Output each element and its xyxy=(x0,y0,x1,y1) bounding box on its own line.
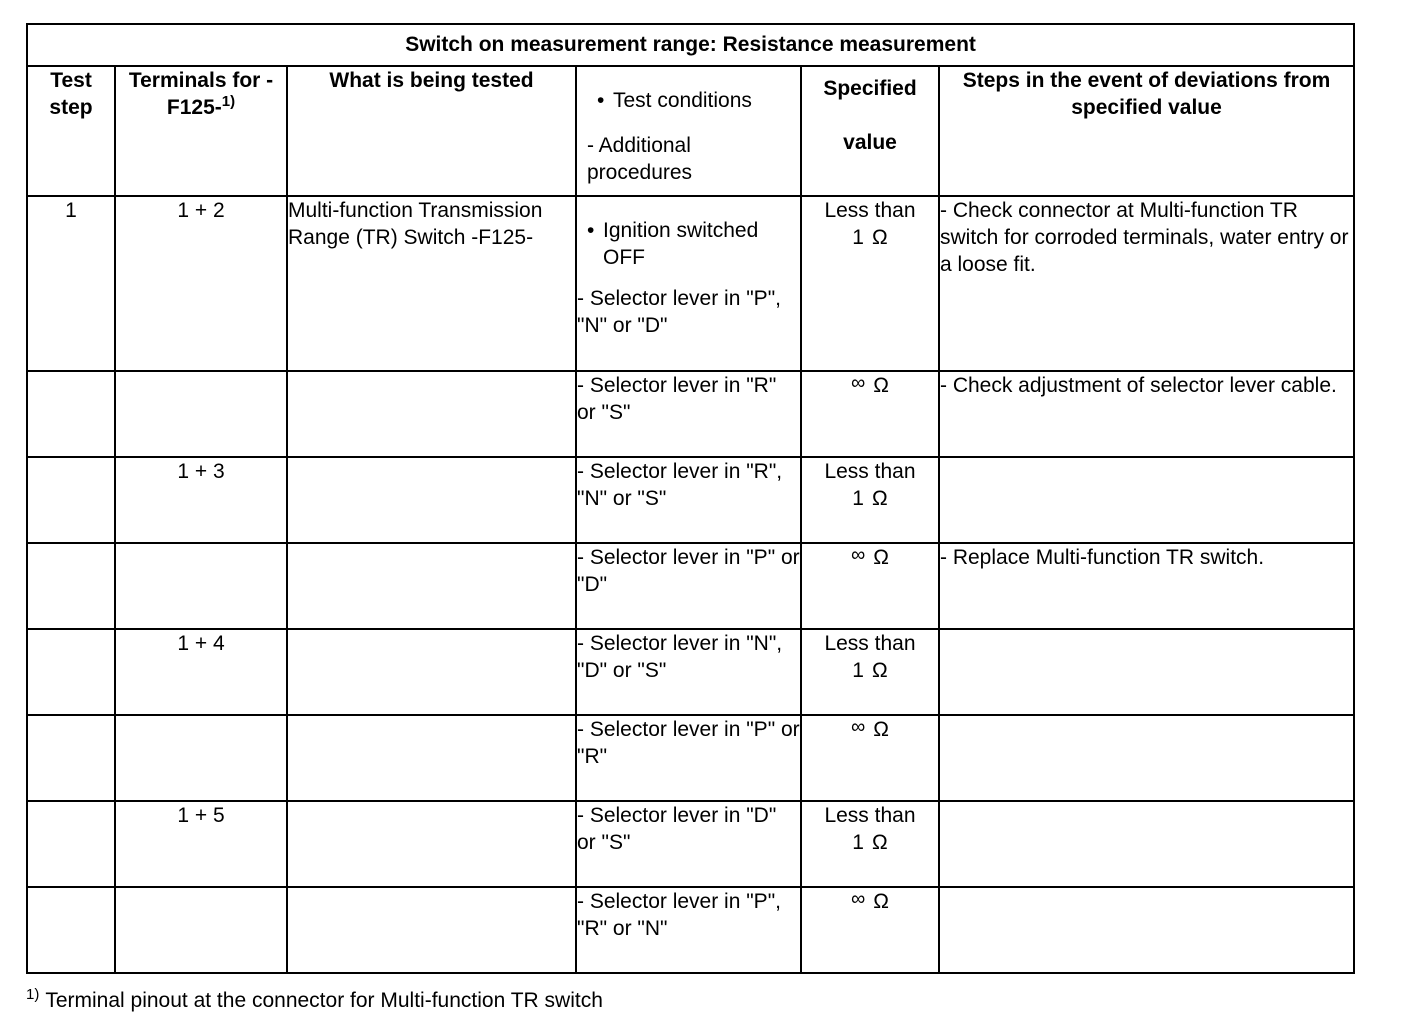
cell-conditions: - Selector lever in "P" or "R" xyxy=(576,715,801,801)
table-row xyxy=(27,629,1354,715)
header-deviation-steps: Steps in the event of deviations from specified value xyxy=(939,66,1354,196)
value-text: Less than xyxy=(824,632,916,655)
condition-procedure: - Selector lever in "P", "N" or "D" xyxy=(577,287,781,337)
value-text: Less than xyxy=(824,460,916,483)
cell-test-step xyxy=(27,457,115,543)
table-row xyxy=(27,801,1354,887)
cell-deviation-steps xyxy=(939,457,1354,543)
cell-what-tested xyxy=(287,457,576,543)
cell-terminals xyxy=(115,543,287,629)
cell-test-step xyxy=(27,629,115,715)
cell-deviation-steps xyxy=(939,887,1354,973)
value-unit: Ω xyxy=(873,374,889,397)
footnote-marker: 1) xyxy=(26,986,40,1003)
bullet-icon: • xyxy=(597,89,605,112)
header-terminals xyxy=(115,66,287,196)
cell-what-tested xyxy=(287,801,576,887)
cell-deviation-steps: - Replace Multi-function TR switch. xyxy=(939,543,1354,629)
value-number: ∞ xyxy=(851,716,866,738)
value-number: 1 xyxy=(852,831,864,854)
header-specified-line2: value xyxy=(843,131,897,154)
value-unit: Ω xyxy=(873,718,889,741)
cell-test-step xyxy=(27,371,115,457)
cell-test-step xyxy=(27,887,115,973)
value-unit: Ω xyxy=(873,546,889,569)
header-specified-value xyxy=(801,66,939,196)
cell-test-step xyxy=(27,801,115,887)
cell-terminals xyxy=(115,715,287,801)
cell-specified-value xyxy=(801,887,939,973)
cell-specified-value xyxy=(801,715,939,801)
cell-conditions: - Selector lever in "N", "D" or "S" xyxy=(576,629,801,715)
cell-conditions xyxy=(576,196,801,371)
cell-terminals xyxy=(115,887,287,973)
header-terminals-footnote-marker: 1) xyxy=(221,93,236,110)
cell-conditions: - Selector lever in "D" or "S" xyxy=(576,801,801,887)
table-row xyxy=(27,371,1354,457)
table-title: Switch on measurement range: Resistance measurement xyxy=(27,24,1354,66)
resistance-measurement-table xyxy=(26,23,1355,974)
cell-deviation-steps xyxy=(939,715,1354,801)
cell-specified-value xyxy=(801,196,939,371)
cell-conditions: - Selector lever in "P" or "D" xyxy=(576,543,801,629)
table-header-row xyxy=(27,66,1354,196)
cell-specified-value xyxy=(801,543,939,629)
value-unit: Ω xyxy=(871,659,888,682)
table-row xyxy=(27,457,1354,543)
value-unit: Ω xyxy=(871,831,888,854)
value-text: Less than xyxy=(824,199,916,222)
value-unit: Ω xyxy=(871,487,888,510)
cell-what-tested xyxy=(287,715,576,801)
value-number: 1 xyxy=(852,487,864,510)
condition-bullet-text: Ignition switched OFF xyxy=(603,219,759,269)
cell-conditions: - Selector lever in "P", "R" or "N" xyxy=(576,887,801,973)
cell-deviation-steps: - Check adjustment of selector lever cable. xyxy=(939,371,1354,457)
cell-specified-value xyxy=(801,371,939,457)
header-what-tested: What is being tested xyxy=(287,66,576,196)
cell-terminals: 1 + 4 xyxy=(115,629,287,715)
table-title-row xyxy=(27,24,1354,66)
cell-specified-value xyxy=(801,457,939,543)
cell-conditions: - Selector lever in "R", "N" or "S" xyxy=(576,457,801,543)
table-row xyxy=(27,887,1354,973)
value-number: 1 xyxy=(852,659,864,682)
cell-test-step xyxy=(27,715,115,801)
cell-deviation-steps xyxy=(939,801,1354,887)
cell-deviation-steps xyxy=(939,629,1354,715)
cell-what-tested xyxy=(287,887,576,973)
cell-test-step xyxy=(27,543,115,629)
cell-what-tested xyxy=(287,629,576,715)
cell-conditions: - Selector lever in "R" or "S" xyxy=(576,371,801,457)
value-unit: Ω xyxy=(871,226,888,249)
footnote-text: Terminal pinout at the connector for Multi-function TR switch xyxy=(45,989,603,1012)
bullet-icon: • xyxy=(587,219,595,242)
cell-deviation-steps: - Check connector at Multi-function TR switch for corroded terminals, water entry or a loose fit. xyxy=(939,196,1354,371)
header-conditions xyxy=(576,66,801,196)
header-additional-procedures: - Additional procedures xyxy=(587,134,693,184)
cell-what-tested xyxy=(287,371,576,457)
cell-test-step: 1 xyxy=(27,196,115,371)
value-number: ∞ xyxy=(851,544,866,566)
condition-bullet xyxy=(577,217,800,271)
value-number: 1 xyxy=(852,226,864,249)
cell-terminals: 1 + 2 xyxy=(115,196,287,371)
table-row xyxy=(27,543,1354,629)
value-number: ∞ xyxy=(851,372,866,394)
value-text: Less than xyxy=(824,804,916,827)
cell-what-tested xyxy=(287,543,576,629)
table-row xyxy=(27,715,1354,801)
cell-specified-value xyxy=(801,629,939,715)
header-conditions-bullet xyxy=(587,87,794,114)
footnote xyxy=(26,986,603,1016)
cell-terminals xyxy=(115,371,287,457)
table-row xyxy=(27,196,1354,371)
header-test-step: Test step xyxy=(27,66,115,196)
value-number: ∞ xyxy=(851,888,866,910)
cell-terminals: 1 + 5 xyxy=(115,801,287,887)
header-test-conditions: Test conditions xyxy=(613,89,752,112)
cell-what-tested: Multi-function Transmission Range (TR) Switch -F125- xyxy=(287,196,576,371)
cell-terminals: 1 + 3 xyxy=(115,457,287,543)
header-terminals-label: Terminals for -F125- xyxy=(128,69,274,119)
cell-specified-value xyxy=(801,801,939,887)
value-unit: Ω xyxy=(873,890,889,913)
header-specified-line1: Specified xyxy=(823,77,917,100)
